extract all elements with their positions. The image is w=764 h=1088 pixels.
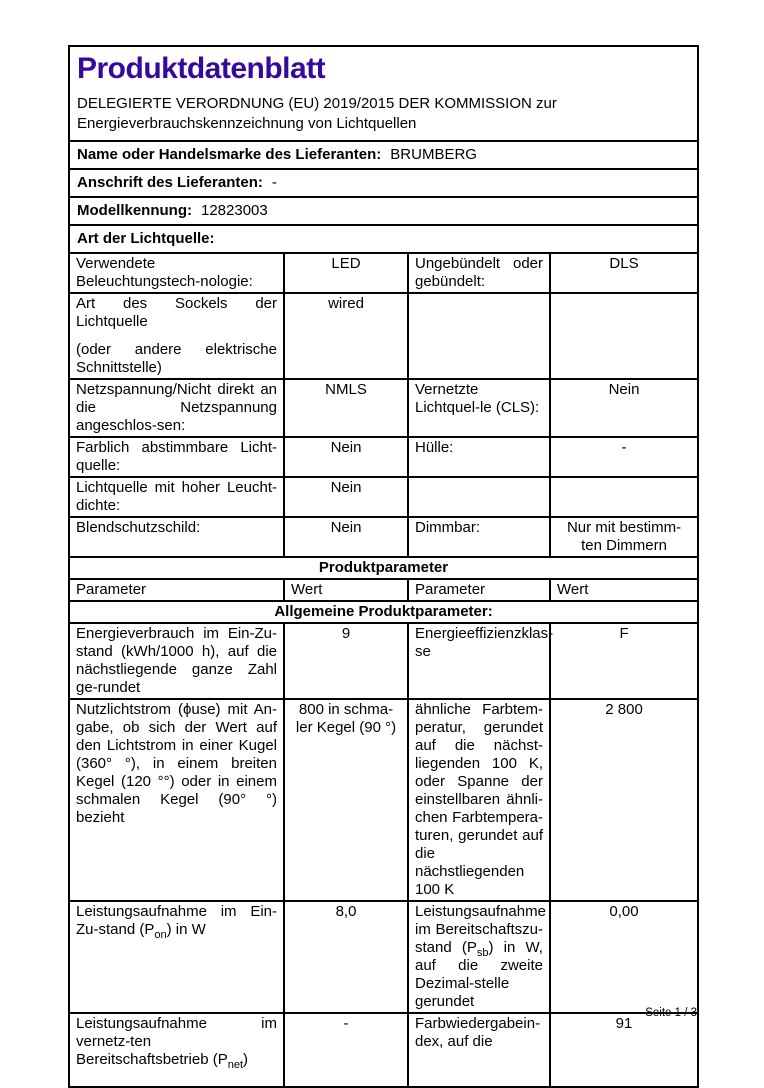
info-row <box>69 141 698 169</box>
cell-text: Dimmbar: <box>415 519 481 536</box>
info-label: Anschrift des Lieferanten: <box>77 174 263 191</box>
cell-text: Energieverbrauch im Ein-Zu-stand (kWh/1000 h), auf die nächstliegende ganze Zahl ge-rundet <box>76 625 277 696</box>
param-value-cell <box>550 1013 698 1087</box>
column-header-cell: Parameter <box>408 579 550 601</box>
param-label-cell <box>69 699 284 901</box>
page-title: Produktdatenblatt <box>77 52 326 85</box>
info-row <box>69 225 698 253</box>
cell-text: LED <box>331 255 361 272</box>
param-value-cell <box>550 437 698 477</box>
cell-text: Nur mit bestimm-ten Dimmern <box>566 519 682 554</box>
param-value-cell <box>550 379 698 437</box>
param-value-cell <box>550 517 698 557</box>
cell-text: Nein <box>330 519 362 536</box>
param-value-cell <box>284 901 408 1013</box>
param-value-cell <box>284 517 408 557</box>
param-value-cell <box>284 379 408 437</box>
param-value-cell <box>550 699 698 901</box>
product-datasheet-table <box>68 45 699 1088</box>
cell-text: - <box>343 1015 349 1032</box>
title-cell <box>69 46 698 141</box>
param-label-cell <box>408 437 550 477</box>
info-row <box>69 169 698 197</box>
info-value: BRUMBERG <box>390 146 477 163</box>
info-cell <box>69 169 698 197</box>
param-label-cell <box>69 623 284 699</box>
cell-text: Art des Sockels der Lichtquelle <box>76 295 277 330</box>
table-row <box>69 623 698 699</box>
param-label-cell <box>69 293 284 379</box>
param-label-cell <box>69 901 284 1013</box>
info-value: - <box>271 174 277 191</box>
cell-text: 0,00 <box>609 903 639 920</box>
cell-text: Netzspannung/Nicht direkt an die Netzspannung angeschlos-sen: <box>76 381 277 434</box>
cell-text: Farbwiedergabein-dex, auf die <box>415 1015 541 1050</box>
cell-text: Energieeffizienzklas-se <box>415 625 554 660</box>
cell-text: wired <box>328 295 364 312</box>
param-label-cell <box>69 477 284 517</box>
page-number: Seite 1 / 3 <box>645 1007 697 1019</box>
section-header-row <box>69 557 698 579</box>
section-header: Produktparameter <box>69 557 698 579</box>
cell-text: Nein <box>608 381 640 398</box>
table-row <box>69 901 698 1013</box>
param-value-cell <box>550 901 698 1013</box>
table-row <box>69 477 698 517</box>
param-label-cell <box>69 1013 284 1087</box>
cell-text: 91 <box>615 1015 633 1032</box>
param-value-cell <box>284 699 408 901</box>
cell-text: Ungebündelt oder gebündelt: <box>415 255 543 290</box>
table-row <box>69 293 698 379</box>
section-header: Allgemeine Produktparameter: <box>69 601 698 623</box>
subscript-text: net <box>227 1059 244 1071</box>
column-header-row <box>69 579 698 601</box>
subtitle-line: DELEGIERTE VERORDNUNG (EU) 2019/2015 DER KOMMISSION zur <box>77 95 557 112</box>
param-label-cell <box>408 379 550 437</box>
table-row <box>69 379 698 437</box>
param-label-cell <box>408 623 554 699</box>
param-label-cell <box>69 437 284 477</box>
cell-text: Nutzlichtstrom (ϕuse) mit An-gabe, ob sich der Wert auf den Lichtstrom in einer Kugel (360° °), in einem breiten Kegel (120 °°) oder in einem schmalen Kegel (90° °) bezieht <box>76 701 277 826</box>
info-row <box>69 197 698 225</box>
param-value-cell <box>550 623 698 699</box>
param-value-cell <box>550 293 698 379</box>
cell-text: Nein <box>330 439 362 456</box>
cell-text: Verwendete Beleuchtungstech-nologie: <box>76 255 253 290</box>
table-row <box>69 699 698 901</box>
param-label-cell <box>69 517 284 557</box>
cell-text: Leistungsaufnahme im Ein-Zu-stand $(P_{on})$ in W <box>76 903 277 941</box>
cell-text: Lichtquelle mit hoher Leucht-dichte: <box>76 479 277 514</box>
info-label: Modellkennung: <box>77 202 192 219</box>
table-row <box>69 253 698 293</box>
param-label-cell <box>408 699 550 901</box>
cell-text: 800 in schma-ler Kegel (90 °) <box>295 701 397 736</box>
cell-text: 9 <box>341 625 351 642</box>
cell-text: F <box>619 625 629 642</box>
cell-text: Leistungsaufnahme im Bereitschaftszu-stand $(P_{sb})$ in W, auf die zweite Dezimal-stelle gerundet <box>415 903 546 1010</box>
column-header-cell: Wert <box>550 579 698 601</box>
cell-text: Nein <box>330 479 362 496</box>
param-value-cell <box>284 293 408 379</box>
info-value: 12823003 <box>201 202 268 219</box>
datasheet-body <box>69 46 698 1087</box>
param-label-cell <box>408 1013 550 1087</box>
cell-text: Blendschutzschild: <box>76 519 201 536</box>
subtitle-line: Energieverbrauchskennzeichnung von Lichtquellen <box>77 115 417 132</box>
subscript-text: sb <box>476 947 489 959</box>
cell-text: Hülle: <box>415 439 454 456</box>
cell-text: 2 800 <box>605 701 643 718</box>
column-header-cell: Parameter <box>69 579 284 601</box>
param-value-cell <box>284 437 408 477</box>
param-value-cell <box>550 477 698 517</box>
table-row <box>69 517 698 557</box>
table-row <box>69 1013 698 1087</box>
document-subtitle <box>77 94 690 134</box>
param-label-cell <box>408 253 550 293</box>
cell-text: Farblich abstimmbare Licht-quelle: <box>76 439 277 474</box>
column-header-cell: Wert <box>284 579 408 601</box>
info-label: Name oder Handelsmarke des Lieferanten: <box>77 146 382 163</box>
section-header-row <box>69 601 698 623</box>
info-cell <box>69 141 698 169</box>
cell-text: Vernetzte Lichtquel-le (CLS): <box>415 381 540 416</box>
info-cell <box>69 197 698 225</box>
subscript-text: on <box>154 929 167 941</box>
param-value-cell <box>284 253 408 293</box>
cell-text: (oder andere elektrische Schnittstelle) <box>76 341 277 376</box>
param-value-cell <box>284 623 408 699</box>
param-label-cell <box>408 293 550 379</box>
info-cell <box>69 225 698 253</box>
table-row <box>69 437 698 477</box>
cell-text: - <box>621 439 627 456</box>
cell-text: ähnliche Farbtem-peratur, gerundet auf die nächst-liegenden 100 K, oder Spanne der einstellbaren ähnli-chen Farbtempera-turen, gerundet auf die nächstliegenden 100 K <box>415 701 543 898</box>
param-label-cell <box>69 379 284 437</box>
param-value-cell <box>284 1013 408 1087</box>
info-label: Art der Lichtquelle: <box>77 230 215 247</box>
cell-text: NMLS <box>325 381 367 398</box>
cell-text: 8,0 <box>335 903 357 920</box>
param-value-cell <box>550 253 698 293</box>
param-label-cell <box>408 477 550 517</box>
param-label-cell <box>408 901 550 1013</box>
param-label-cell <box>408 517 550 557</box>
title-row <box>69 46 698 141</box>
param-value-cell <box>284 477 408 517</box>
cell-text: DLS <box>609 255 639 272</box>
cell-text: Leistungsaufnahme im vernetz-ten Bereitschaftsbetrieb $(P_{net})$ <box>76 1015 277 1071</box>
param-label-cell <box>69 253 284 293</box>
